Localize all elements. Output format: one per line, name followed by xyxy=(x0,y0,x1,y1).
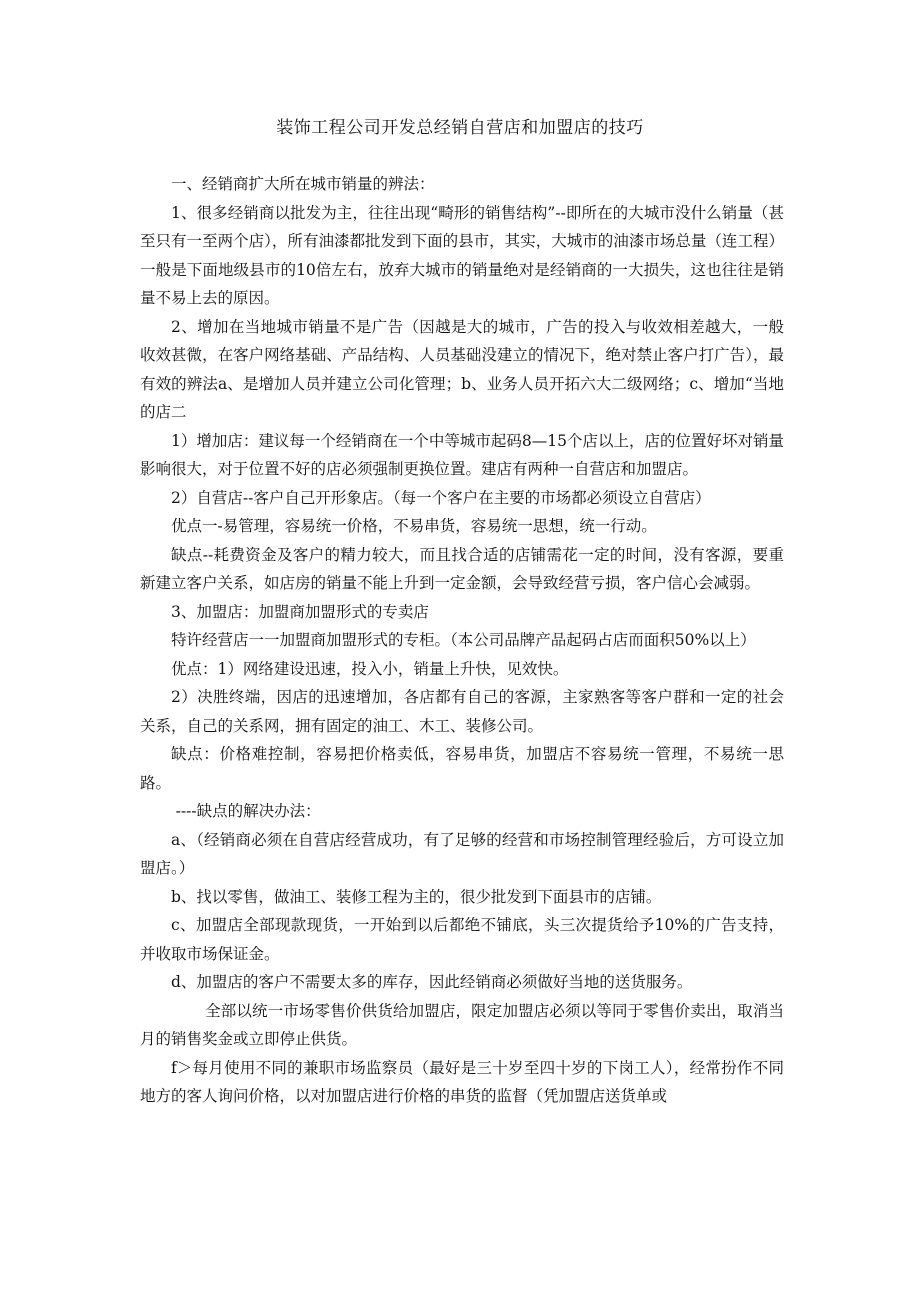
paragraph-section-heading: 一、经销商扩大所在城市销量的辨法： xyxy=(171,175,435,193)
document-body xyxy=(140,170,784,1111)
paragraph-solutions-heading: ----缺点的解决办法： xyxy=(175,802,321,820)
paragraph-solution-e: 全部以统一市场零售价供货给加盟店，限定加盟店必须以等同于零售价卖出，取消当月的销售奖金或立即停止供货。 xyxy=(140,1001,784,1048)
paragraph-franchise-pros-1: 优点：1）网络建设迅速，投入小，销量上升快，见效快。 xyxy=(171,659,569,678)
paragraph-solution-a: a、（经销商必须在自营店经营成功，有了足够的经营和市场控制管理经验后，方可设立加盟店。） xyxy=(140,830,784,877)
paragraph-franchise-pros-2: 2）决胜终端，因店的迅速增加，各店都有自己的客源，主家熟客等客户群和一定的社会关系，自己的关系网，拥有固定的油工、木工、装修公司。 xyxy=(140,688,784,735)
document-title: 装饰工程公司开发总经销自营店和加盟店的技巧 xyxy=(276,118,644,138)
paragraph-franchise-store: 3、加盟店：加盟商加盟形式的专卖店 xyxy=(171,602,429,621)
paragraph-franchise-counter: 特许经营店一一加盟商加盟形式的专柜。（本公司品牌产品起码占店而面积50%以上） xyxy=(171,631,756,649)
paragraph-franchise-cons: 缺点：价格难控制，容易把价格卖低，容易串货，加盟店不容易统一管理，不易统一思路。 xyxy=(140,745,784,792)
paragraph-self-store: 2）自营店--客户自己开形象店。（每一个客户在主要的市场都必须设立自营店） xyxy=(171,488,711,507)
paragraph-self-store-pros: 优点一-易管理，容易统一价格，不易串货，容易统一思想，统一行动。 xyxy=(171,517,657,535)
paragraph-solution-d: d、加盟店的客户不需要太多的库存，因此经销商必须做好当地的送货服务。 xyxy=(171,973,693,991)
paragraph-item-2: 2、增加在当地城市销量不是广告（因越是大的城市，广告的投入与收效相差越大，一般收效甚微，在客户网络基础、产品结构、人员基础没建立的情况下，绝对禁止客户打广告），最有效的辨法a、是增加人员并建立公司化管理；b、业务人员开拓六大二级网络；c、增加“当地的店二 xyxy=(140,317,784,421)
paragraph-item-1: 1、很多经销商以批发为主，往往出现“畸形的销售结构”--即所在的大城市没什么销量（甚至只有一至两个店），所有油漆都批发到下面的县市，其实，大城市的油漆市场总量（连工程）一般是下面地级县市的10倍左右，放弃大城市的销量绝对是经销商的一大损失，这也往往是销量不易上去的原因。 xyxy=(140,203,784,307)
paragraph-self-store-cons: 缺点--耗费资金及客户的精力较大，而且找合适的店铺需花一定的时间，没有客源，要重新建立客户关系，如店房的销量不能上升到一定金额，会导致经营亏损，客户信心会减弱。 xyxy=(140,545,784,592)
paragraph-solution-c: c、加盟店全部现款现货，一开始到以后都绝不铺底，头三次提货给予10%的广告支持，并收取市场保证金。 xyxy=(140,916,784,963)
paragraph-solution-f: f＞每月使用不同的兼职市场监察员（最好是三十岁至四十岁的下岗工人），经常扮作不同地方的客人询问价格，以对加盟店进行价格的串货的监督（凭加盟店送货单或 xyxy=(140,1058,784,1105)
paragraph-add-store: 1）增加店：建议每一个经销商在一个中等城市起码8—15个店以上，店的位置好坏对销量影响很大，对于位置不好的店必须强制更换位置。建店有两种一自营店和加盟店。 xyxy=(140,431,784,478)
paragraph-solution-b: b、找以零售，做油工、装修工程为主的，很少批发到下面县市的店铺。 xyxy=(171,887,662,906)
